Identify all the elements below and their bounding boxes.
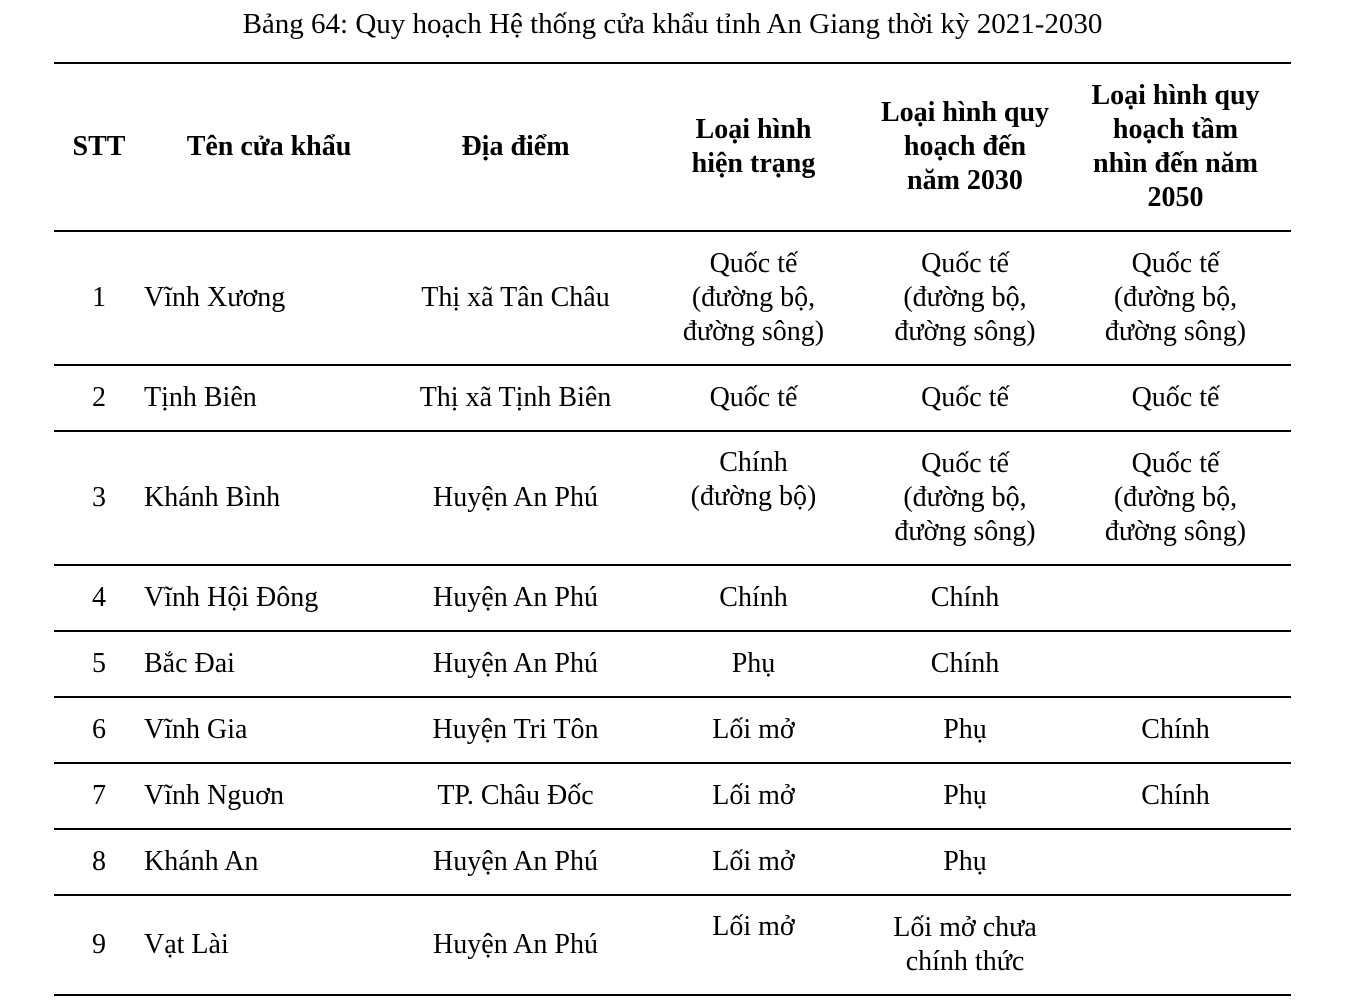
- cell-gate-name: Vĩnh Nguơn: [144, 780, 285, 811]
- cell-current-type: Quốc tế: [709, 382, 798, 413]
- cell-location: Huyện An Phú: [433, 482, 598, 513]
- cell-plan-2030: Quốc tế: [921, 382, 1009, 413]
- header-stt: STT: [72, 131, 126, 162]
- table-row: [54, 763, 1291, 829]
- cell-vision-2050: Chính: [1141, 780, 1210, 811]
- cell-stt: 4: [92, 582, 106, 613]
- header-current-type: Loại hình hiện trạng: [691, 114, 816, 179]
- cell-stt: 9: [92, 929, 106, 960]
- cell-location: Huyện An Phú: [433, 846, 598, 877]
- header-plan-2030: Loại hình quy hoạch đến năm 2030: [880, 97, 1050, 196]
- cell-plan-2030: Chính: [930, 582, 1000, 613]
- table-row: [54, 895, 1291, 995]
- cell-current-type: Lối mở: [712, 846, 795, 877]
- header-location: Địa điểm: [461, 131, 570, 162]
- cell-gate-name: Vĩnh Gia: [144, 714, 248, 745]
- cell-vision-2050: Quốc tế (đường bộ, đường sông): [1104, 248, 1247, 347]
- table-row: [54, 697, 1291, 763]
- cell-vision-2050: Quốc tế: [1131, 382, 1220, 413]
- cell-stt: 3: [92, 482, 106, 513]
- cell-location: Huyện An Phú: [433, 648, 598, 679]
- border-gate-table: [54, 62, 1291, 996]
- cell-plan-2030: Quốc tế (đường bộ, đường sông): [894, 248, 1036, 347]
- table-row: [54, 565, 1291, 631]
- cell-location: Huyện An Phú: [433, 582, 598, 613]
- cell-current-type: Phụ: [731, 648, 776, 679]
- cell-location: TP. Châu Đốc: [437, 780, 594, 811]
- cell-plan-2030: Phụ: [943, 714, 987, 745]
- cell-current-type: Quốc tế (đường bộ, đường sông): [682, 248, 825, 347]
- cell-vision-2050: [1060, 829, 1291, 895]
- cell-stt: 8: [92, 846, 106, 877]
- table-header-row: [54, 63, 1291, 231]
- cell-current-type: Lối mở: [712, 714, 795, 745]
- cell-current-type: Lối mở: [712, 911, 795, 942]
- cell-gate-name: Vĩnh Xương: [144, 282, 286, 313]
- cell-current-type: Chính (đường bộ): [690, 447, 817, 512]
- cell-vision-2050: Chính: [1141, 714, 1210, 745]
- cell-plan-2030: Phụ: [943, 846, 987, 877]
- cell-gate-name: Tịnh Biên: [144, 382, 257, 413]
- cell-stt: 2: [92, 382, 106, 413]
- cell-location: Thị xã Tịnh Biên: [419, 382, 612, 413]
- table-row: [54, 829, 1291, 895]
- cell-gate-name: Khánh An: [144, 846, 259, 877]
- cell-stt: 5: [92, 648, 106, 679]
- cell-stt: 6: [92, 714, 106, 745]
- cell-vision-2050: [1060, 631, 1291, 697]
- cell-vision-2050: [1060, 565, 1291, 631]
- cell-plan-2030: Chính: [930, 648, 1000, 679]
- header-vision-2050: Loại hình quy hoạch tầm nhìn đến năm 2050: [1091, 80, 1260, 213]
- table-row: [54, 365, 1291, 431]
- cell-current-type: Lối mở: [712, 780, 795, 811]
- cell-stt: 1: [92, 282, 106, 313]
- cell-gate-name: Khánh Bình: [144, 482, 281, 513]
- cell-gate-name: Vĩnh Hội Đông: [144, 582, 319, 613]
- cell-current-type: Chính: [719, 582, 788, 613]
- cell-gate-name: Vạt Lài: [144, 929, 229, 960]
- table-row: [54, 231, 1291, 365]
- cell-location: Huyện An Phú: [433, 929, 598, 960]
- cell-vision-2050: [1060, 895, 1291, 995]
- cell-vision-2050: Quốc tế (đường bộ, đường sông): [1104, 448, 1247, 547]
- cell-plan-2030: Lối mở chưa chính thức: [893, 912, 1037, 977]
- cell-stt: 7: [92, 780, 106, 811]
- header-gate-name: Tên cửa khẩu: [186, 131, 352, 162]
- cell-location: Huyện Tri Tôn: [432, 714, 599, 745]
- table-row: [54, 431, 1291, 565]
- table-title: Bảng 64: Quy hoạch Hệ thống cửa khẩu tỉnh An Giang thời kỳ 2021-2030: [242, 8, 1103, 40]
- cell-location: Thị xã Tân Châu: [421, 282, 610, 313]
- table-row: [54, 631, 1291, 697]
- cell-plan-2030: Quốc tế (đường bộ, đường sông): [894, 448, 1036, 547]
- cell-plan-2030: Phụ: [943, 780, 987, 811]
- cell-gate-name: Bắc Đai: [144, 648, 235, 679]
